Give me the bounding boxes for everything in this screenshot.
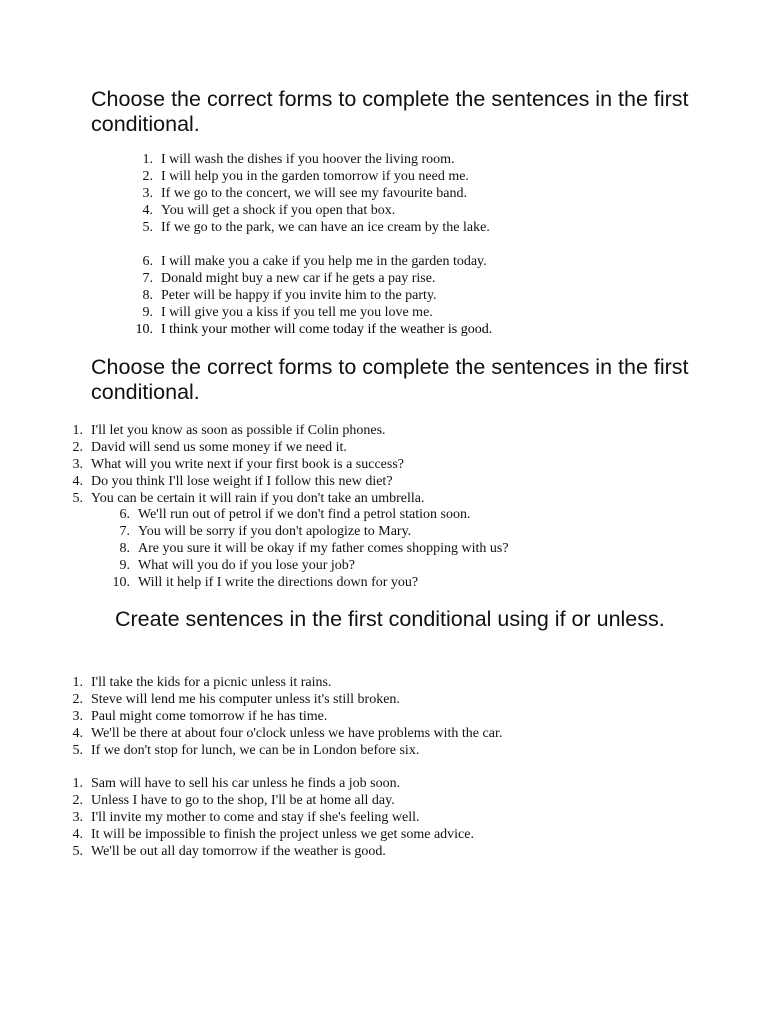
item-text: Unless I have to go to the shop, I'll be at home all day. — [91, 792, 395, 808]
item-number: 4. — [72, 725, 83, 741]
item-number: 5. — [72, 742, 83, 758]
list-item — [72, 675, 502, 692]
item-number: 6. — [119, 507, 130, 522]
item-text: If we go to the concert, we will see my favourite band. — [161, 185, 467, 201]
item-number: 2. — [72, 792, 83, 808]
item-number: 1. — [142, 152, 153, 167]
item-text: We'll be out all day tomorrow if the weather is good. — [91, 843, 386, 859]
item-text: Will it help if I write the directions down for you? — [138, 574, 419, 590]
item-number: 2. — [72, 439, 83, 455]
item-text: Paul might come tomorrow if he has time. — [91, 708, 328, 724]
item-number: 10. — [112, 574, 130, 590]
section-3-list-b — [72, 776, 474, 860]
list-item — [142, 287, 492, 305]
list-item — [135, 321, 493, 339]
section-2-heading: Choose the correct forms to complete the sentences in the first conditional. — [91, 355, 689, 404]
list-item — [112, 574, 509, 592]
section-1-list-b — [135, 254, 493, 338]
list-item — [72, 439, 425, 457]
item-number: 7. — [142, 270, 153, 286]
section-3-list-a — [72, 675, 503, 759]
list-item — [119, 557, 509, 575]
item-number: 5. — [72, 490, 83, 506]
item-text: David will send us some money if we need it. — [91, 439, 347, 455]
list-item — [119, 507, 509, 524]
item-number: 1. — [72, 776, 83, 791]
item-number: 8. — [119, 540, 130, 556]
item-text: We'll be there at about four o'clock unless we have problems with the car. — [91, 725, 503, 741]
list-item — [72, 843, 474, 861]
item-number: 9. — [119, 557, 130, 573]
list-item — [119, 540, 509, 558]
item-text: What will you do if you lose your job? — [138, 557, 355, 573]
item-number: 7. — [119, 523, 130, 539]
item-number: 1. — [72, 423, 83, 438]
list-item — [142, 152, 490, 169]
list-item — [142, 219, 490, 237]
item-number: 4. — [142, 202, 153, 218]
item-number: 2. — [72, 691, 83, 707]
section-2-list-a — [72, 423, 425, 507]
item-number: 2. — [142, 168, 153, 184]
item-number: 6. — [142, 254, 153, 269]
item-text: You will get a shock if you open that box. — [161, 202, 396, 218]
item-text: You can be certain it will rain if you don't take an umbrella. — [91, 490, 425, 506]
item-text: What will you write next if your first book is a success? — [91, 456, 404, 472]
list-item — [72, 776, 474, 793]
item-number: 3. — [72, 809, 83, 825]
item-text: If we don't stop for lunch, we can be in London before six. — [91, 742, 420, 758]
item-text: I will make you a cake if you help me in the garden today. — [161, 254, 487, 269]
item-text: I'll take the kids for a picnic unless it rains. — [91, 675, 332, 690]
list-item — [72, 473, 425, 491]
section-2-list-b — [112, 507, 509, 591]
item-text: Steve will lend me his computer unless it's still broken. — [91, 691, 400, 707]
item-text: Are you sure it will be okay if my father comes shopping with us? — [138, 540, 509, 556]
item-number: 3. — [142, 185, 153, 201]
section-3-heading: Create sentences in the first conditional using if or unless. — [115, 607, 665, 631]
list-item — [72, 691, 502, 709]
item-number: 5. — [72, 843, 83, 859]
item-text: I'll invite my mother to come and stay if she's feeling well. — [91, 809, 420, 825]
list-item — [72, 826, 474, 844]
item-text: It will be impossible to finish the project unless we get some advice. — [91, 826, 474, 842]
list-item — [142, 202, 490, 220]
list-item — [142, 254, 492, 271]
item-number: 10. — [135, 321, 153, 337]
item-text: I'll let you know as soon as possible if Colin phones. — [91, 423, 386, 438]
item-text: I think your mother will come today if the weather is good. — [161, 321, 493, 337]
item-number: 5. — [142, 219, 153, 235]
item-text: I will wash the dishes if you hoover the living room. — [161, 152, 455, 167]
item-number: 9. — [142, 304, 153, 320]
list-item — [72, 809, 474, 827]
section-1-heading: Choose the correct forms to complete the sentences in the first conditional. — [91, 87, 689, 136]
item-text: If we go to the park, we can have an ice cream by the lake. — [161, 219, 490, 235]
item-text: We'll run out of petrol if we don't find a petrol station soon. — [138, 507, 471, 522]
list-item — [72, 456, 425, 474]
item-number: 3. — [72, 456, 83, 472]
item-text: Donald might buy a new car if he gets a pay rise. — [161, 270, 436, 286]
list-item — [72, 792, 474, 810]
item-text: I will give you a kiss if you tell me you love me. — [161, 304, 433, 320]
list-item — [72, 490, 425, 508]
list-item — [142, 304, 492, 322]
list-item — [72, 725, 503, 743]
item-text: Sam will have to sell his car unless he finds a job soon. — [91, 776, 401, 791]
item-text: Do you think I'll lose weight if I follow this new diet? — [91, 473, 393, 489]
list-item — [142, 168, 490, 186]
list-item — [72, 708, 502, 726]
item-text: You will be sorry if you don't apologize to Mary. — [138, 523, 412, 539]
item-number: 4. — [72, 473, 83, 489]
item-number: 8. — [142, 287, 153, 303]
item-text: I will help you in the garden tomorrow if you need me. — [161, 168, 469, 184]
list-item — [142, 185, 490, 203]
item-number: 4. — [72, 826, 83, 842]
section-1-list-a — [142, 152, 490, 236]
item-text: Peter will be happy if you invite him to the party. — [161, 287, 437, 303]
list-item — [142, 270, 492, 288]
list-item — [119, 523, 509, 541]
list-item — [72, 742, 502, 760]
item-number: 1. — [72, 675, 83, 690]
item-number: 3. — [72, 708, 83, 724]
list-item — [72, 423, 425, 440]
